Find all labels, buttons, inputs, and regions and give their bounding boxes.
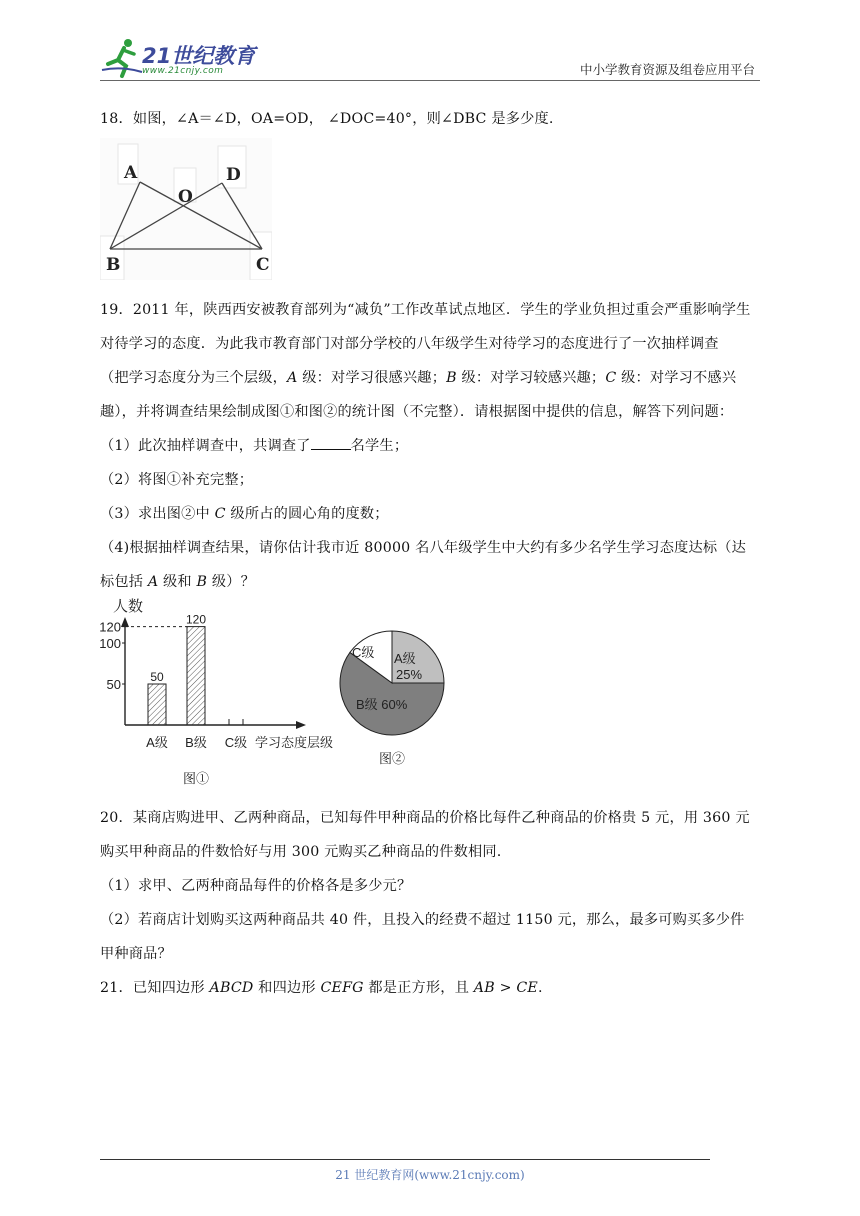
x-tick-label: C级 (224, 735, 248, 750)
x-tick-label: B级 (185, 735, 207, 750)
q19-line-4: 趣），并将调查结果绘制成图①和图②的统计图（不完整）．请根据图中提供的信息，解答下列问题： (100, 404, 734, 420)
logo-text: 21世纪教育 (142, 44, 256, 68)
q21-part-d: . (538, 980, 543, 996)
y-tick-label: 120 (99, 619, 121, 635)
footer-text: 21 世纪教育网(www.21cnjy.com) (335, 1168, 525, 1182)
q19-part-1 (100, 435, 408, 455)
q19-part-4-cont-c: 级）？ (207, 574, 256, 590)
point-O-label: O (178, 187, 193, 207)
q19-part-4-cont-a: 标包括 (100, 574, 148, 590)
q19-part-3-b: 级所占的圆心角的度数； (225, 506, 389, 522)
square-ABCD-var: ABCD (209, 980, 254, 996)
q18-figure (100, 138, 272, 280)
y-tick-label: 100 (99, 636, 121, 651)
header-divider (100, 80, 760, 81)
square-CEFG-var: CEFG (320, 980, 364, 996)
q19-part-3 (100, 503, 389, 523)
slice-pct-A: 25% (396, 667, 423, 682)
q19-line-1: 19．2011 年，陕西西安被教育部列为“减负”工作改革试点地区．学生的学业负担过重会严重影响学生 (100, 302, 751, 318)
bar-value-label: 120 (185, 612, 207, 627)
figure-caption: 图② (378, 751, 406, 765)
footer-divider (100, 1159, 710, 1160)
q19-part-3-a: （3）求出图②中 (100, 506, 215, 522)
level-B-var: B (196, 574, 208, 590)
q20-line-2: 购买甲种商品的件数恰好与用 300 元购买乙种商品的件数相同. (100, 844, 502, 860)
q19-part-1-b: 名学生； (350, 438, 409, 454)
q19-line-3-part-a: （把学习态度分为三个层级， (100, 370, 288, 386)
y-axis-label: 人数 (113, 598, 144, 615)
q20-part-1: （1）求甲、乙两种商品每件的价格各是多少元？ (100, 878, 412, 894)
point-D-label: D (226, 165, 241, 185)
logo-url: www.21cnjy.com (142, 66, 224, 76)
runner-logo-icon (100, 36, 144, 80)
q20-part-2-cont: 甲种商品？ (100, 946, 172, 962)
q19-part-4-cont-b: 级和 (158, 574, 197, 590)
inequality-var: AB > CE (473, 980, 538, 996)
q19-line-3-part-d: 级：对学习不感兴 (616, 370, 737, 386)
x-axis-arrow (296, 721, 306, 729)
q21-part-b: 和四边形 (253, 980, 321, 996)
q19-part-4-cont (100, 571, 255, 591)
q19-line-3-part-b: 级：对学习很感兴趣； (297, 370, 447, 386)
answer-blank (311, 437, 351, 450)
level-C-var: C (605, 370, 617, 386)
level-A-var: A (287, 370, 298, 386)
q19-line-2: 对待学习的态度．为此我市教育部门对部分学校的八年级学生对待学习的态度进行了一次抽样调查 (100, 336, 719, 352)
level-A-var: A (147, 574, 159, 590)
figure-caption: 图① (182, 771, 210, 786)
q19-line-3-part-c: 级：对学习较感兴趣； (456, 370, 606, 386)
q21-part-a: 21．已知四边形 (100, 980, 210, 996)
point-A-label: A (124, 163, 138, 183)
level-B-var: B (446, 370, 457, 386)
level-C-var: C (214, 506, 226, 522)
pie-chart (330, 625, 455, 765)
slice-label-C: C级 (352, 645, 375, 660)
x-tick-label: A级 (146, 735, 168, 750)
bar-chart (95, 595, 355, 795)
q20-line-1: 20．某商店购进甲、乙两种商品，已知每件甲种商品的价格比每件乙种商品的价格贵 5 元，用 360 元 (100, 810, 750, 826)
q21-part-c: 都是正方形，且 (363, 980, 474, 996)
bar-value-label: 50 (150, 670, 164, 684)
q19-line-3 (100, 367, 736, 387)
q21-text (100, 977, 543, 997)
slice-label-B: B级 60% (356, 697, 408, 712)
q19-part-4: （4)根据抽样调查结果，请你估计我市近 80000 名八年级学生中大约有多少名学生学习态度达标（达 (100, 540, 747, 556)
q19-part-1-a: （1）此次抽样调查中，共调查了 (100, 438, 311, 454)
y-axis-arrow (121, 617, 129, 627)
slice-label-A: A级 (394, 651, 416, 666)
bar-1 (187, 627, 205, 725)
point-C-label: C (256, 255, 270, 275)
q20-part-2: （2）若商店计划购买这两种商品共 40 件，且投入的经费不超过 1150 元，那么，最多可购买多少件 (100, 912, 745, 928)
q19-part-2: （2）将图①补充完整； (100, 472, 254, 488)
x-axis-label: 学习态度层级 (255, 735, 334, 750)
point-B-label: B (106, 255, 121, 275)
header-platform-text: 中小学教育资源及组卷应用平台 (579, 62, 755, 77)
y-tick-label: 50 (106, 677, 121, 692)
bar-0 (148, 684, 166, 725)
q18-text: 18．如图，∠A＝∠D，OA=OD， ∠DOC=40°，则∠DBC 是多少度. (100, 111, 554, 127)
